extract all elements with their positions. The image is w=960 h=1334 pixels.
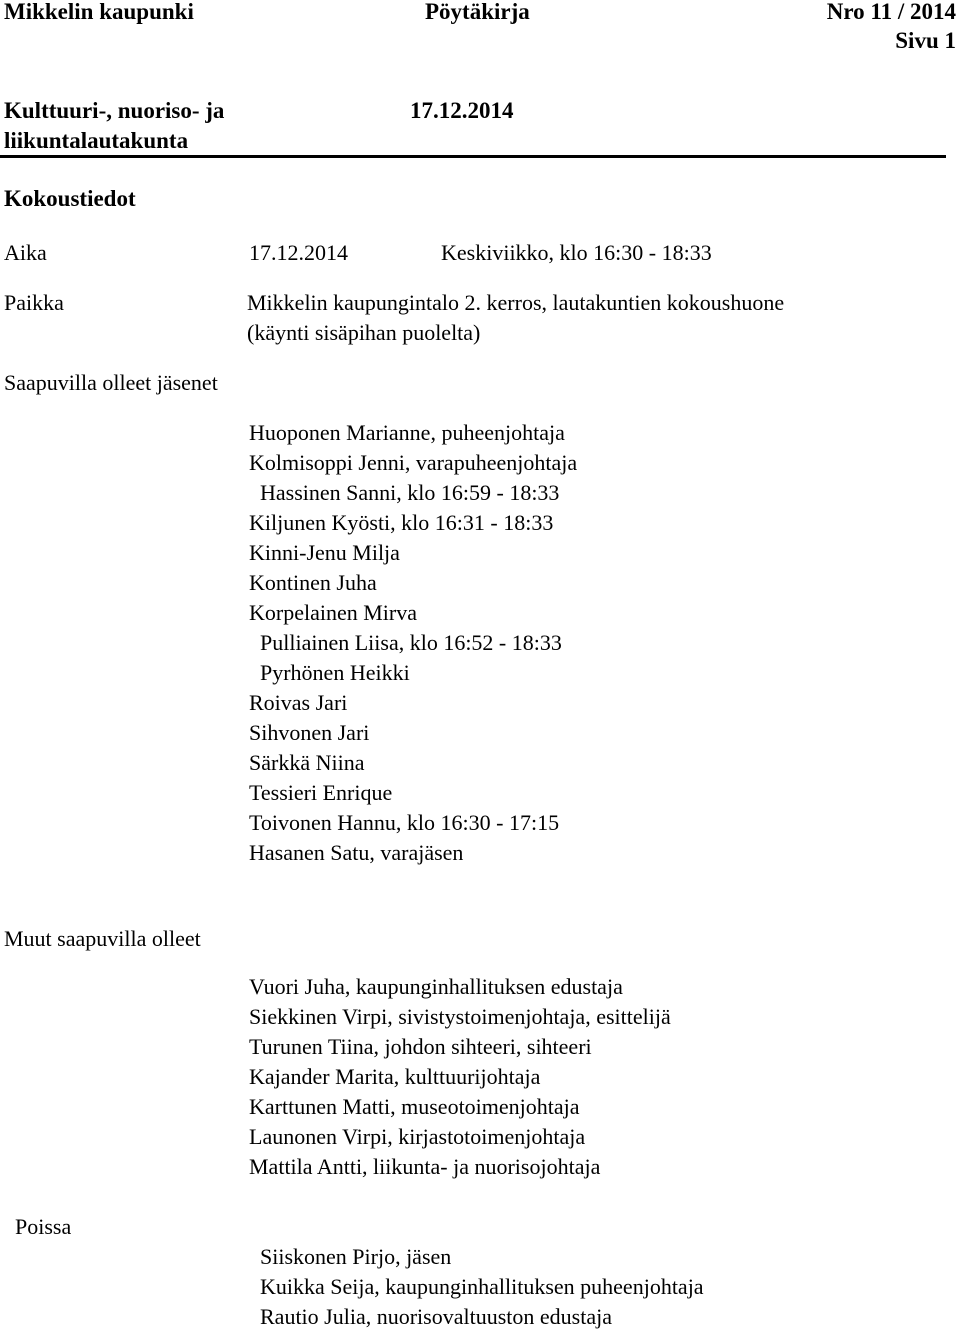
- member-list-item: Kinni-Jenu Milja: [249, 540, 400, 565]
- member-list-item: Hassinen Sanni, klo 16:59 - 18:33: [260, 480, 560, 505]
- protocol-number: Nro 11 / 2014: [826, 0, 956, 24]
- member-list-item: Roivas Jari: [249, 690, 348, 715]
- others-label: Muut saapuvilla olleet: [4, 926, 201, 951]
- city-name: Mikkelin kaupunki: [4, 0, 194, 24]
- time-label: Aika: [4, 240, 47, 265]
- member-list-item: Korpelainen Mirva: [249, 600, 417, 625]
- member-list-item: Sihvonen Jari: [249, 720, 370, 745]
- member-list-item: Toivonen Hannu, klo 16:30 - 17:15: [249, 810, 560, 835]
- members-list: [249, 418, 577, 868]
- other-attendee-item: Siekkinen Virpi, sivistystoimenjohtaja, esittelijä: [249, 1004, 671, 1029]
- members-label: Saapuvilla olleet jäsenet: [4, 370, 218, 395]
- absent-person-item: Siiskonen Pirjo, jäsen: [260, 1244, 452, 1269]
- member-list-item: Hasanen Satu, varajäsen: [249, 840, 464, 865]
- member-list-item: Pulliainen Liisa, klo 16:52 - 18:33: [260, 630, 562, 655]
- member-list-item: Kolmisoppi Jenni, varapuheenjohtaja: [249, 450, 578, 475]
- other-attendee-item: Vuori Juha, kaupunginhallituksen edustaja: [249, 974, 623, 999]
- member-list-item: Kontinen Juha: [249, 570, 377, 595]
- absent-label: Poissa: [15, 1214, 72, 1239]
- meeting-place-line1: Mikkelin kaupungintalo 2. kerros, lautakuntien kokoushuone: [247, 290, 785, 315]
- place-label: Paikka: [4, 290, 64, 315]
- member-list-item: Tessieri Enrique: [249, 780, 393, 805]
- meeting-date: 17.12.2014: [249, 240, 348, 265]
- section-title: Kokoustiedot: [4, 186, 136, 211]
- meeting-weekday-time: Keskiviikko, klo 16:30 - 18:33: [441, 240, 712, 265]
- absent-person-item: Kuikka Seija, kaupunginhallituksen puheenjohtaja: [260, 1274, 704, 1299]
- committee-name-line1: Kulttuuri-, nuoriso- ja: [4, 98, 225, 123]
- member-list-item: Huoponen Marianne, puheenjohtaja: [249, 420, 565, 445]
- meeting-place-line2: (käynti sisäpihan puolelta): [247, 320, 481, 345]
- other-attendee-item: Karttunen Matti, museotoimenjohtaja: [249, 1094, 580, 1119]
- other-attendee-item: Mattila Antti, liikunta- ja nuorisojohtaja: [249, 1154, 601, 1179]
- meeting-date-header: 17.12.2014: [410, 98, 514, 123]
- other-attendee-item: Launonen Virpi, kirjastotoimenjohtaja: [249, 1124, 586, 1149]
- absent-list: [260, 1242, 704, 1332]
- member-list-item: Pyrhönen Heikki: [260, 660, 410, 685]
- absent-person-item: Rautio Julia, nuorisovaltuuston edustaja: [260, 1304, 612, 1329]
- member-list-item: Kiljunen Kyösti, klo 16:31 - 18:33: [249, 510, 554, 535]
- others-list: [249, 972, 671, 1182]
- header-divider: [0, 155, 946, 158]
- other-attendee-item: Turunen Tiina, johdon sihteeri, sihteeri: [249, 1034, 592, 1059]
- committee-name-line2: liikuntalautakunta: [4, 128, 189, 153]
- member-list-item: Särkkä Niina: [249, 750, 365, 775]
- document-type: Pöytäkirja: [425, 0, 530, 24]
- page-number: Sivu 1: [895, 28, 956, 53]
- other-attendee-item: Kajander Marita, kulttuurijohtaja: [249, 1064, 541, 1089]
